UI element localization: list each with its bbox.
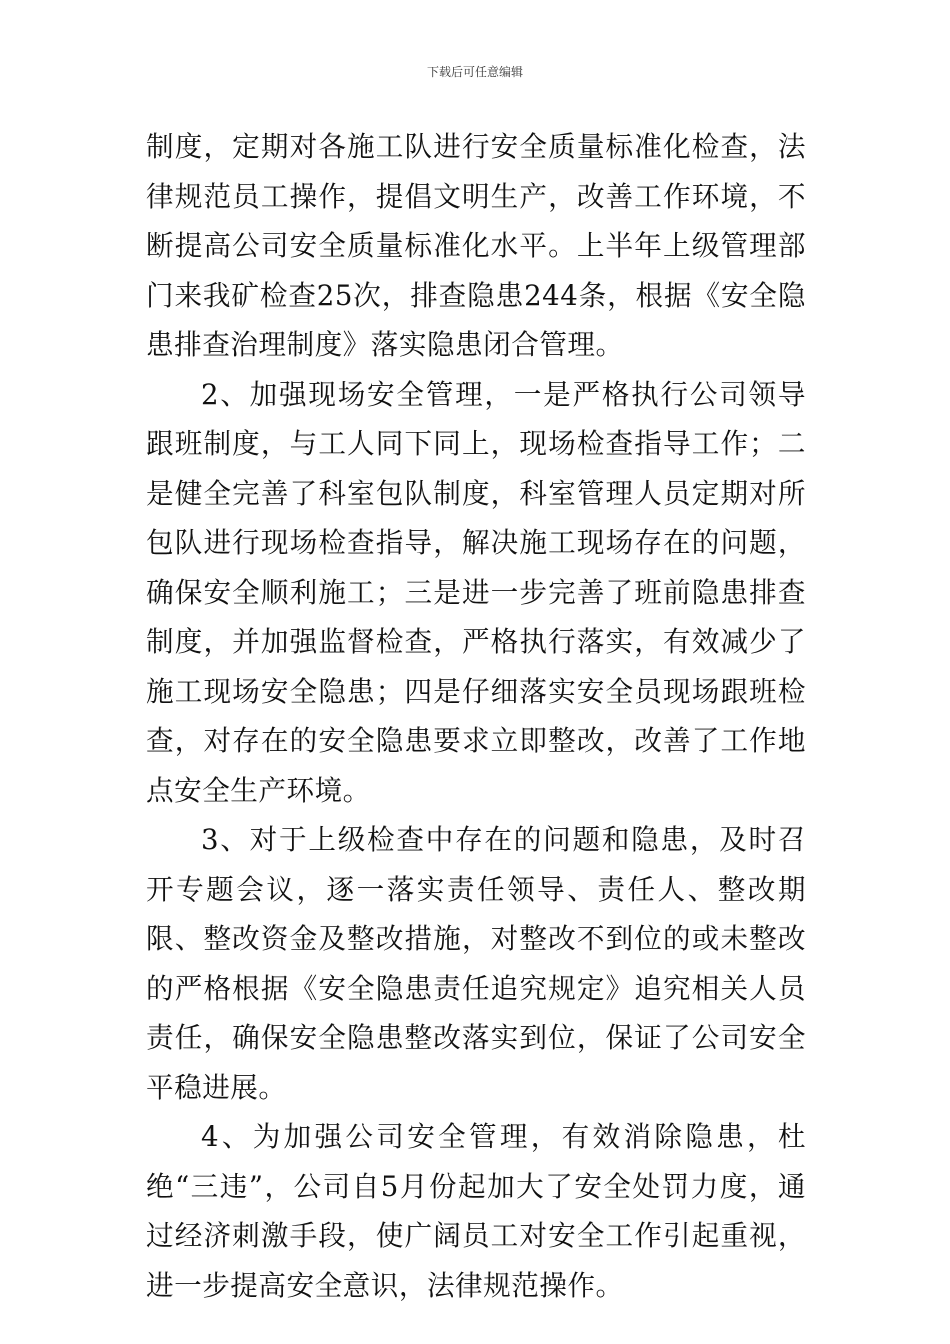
page-header: 下载后可任意编辑 — [426, 65, 523, 79]
paragraph-continued: 制度，定期对各施工队进行安全质量标准化检查，法律规范员工操作，提倡文明生产，改善工作环境，不断提高公司安全质量标准化水平。上半年上级管理部门来我矿检查25次，排查隐患244条，根据《安全隐患排查治理制度》落实隐患闭合管理。 — [146, 130, 806, 361]
paragraph-item-4: 4、为加强公司安全管理，有效消除隐患，杜绝“三违”，公司自5月份起加大了安全处罚力度，通过经济刺激手段，使广阔员工对安全工作引起重视，进一步提高安全意识，法律规范操作。 — [146, 1120, 806, 1302]
paragraph-item-2: 2、加强现场安全管理，一是严格执行公司领导跟班制度，与工人同下同上，现场检查指导工作；二是健全完善了科室包队制度，科室管理人员定期对所包队进行现场检查指导，解决施工现场存在的问题，确保安全顺利施工；三是进一步完善了班前隐患排查制度，并加强监督检查，严格执行落实，有效减少了施工现场安全隐患；四是仔细落实安全员现场跟班检查，对存在的安全隐患要求立即整改，改善了工作地点安全生产环境。 — [146, 377, 806, 807]
document-body — [146, 122, 806, 1310]
paragraph-item-3: 3、对于上级检查中存在的问题和隐患，及时召开专题会议，逐一落实责任领导、责任人、整改期限、整改资金及整改措施，对整改不到位的或未整改的严格根据《安全隐患责任追究规定》追究相关人员责任，确保安全隐患整改落实到位，保证了公司安全平稳进展。 — [146, 823, 806, 1104]
